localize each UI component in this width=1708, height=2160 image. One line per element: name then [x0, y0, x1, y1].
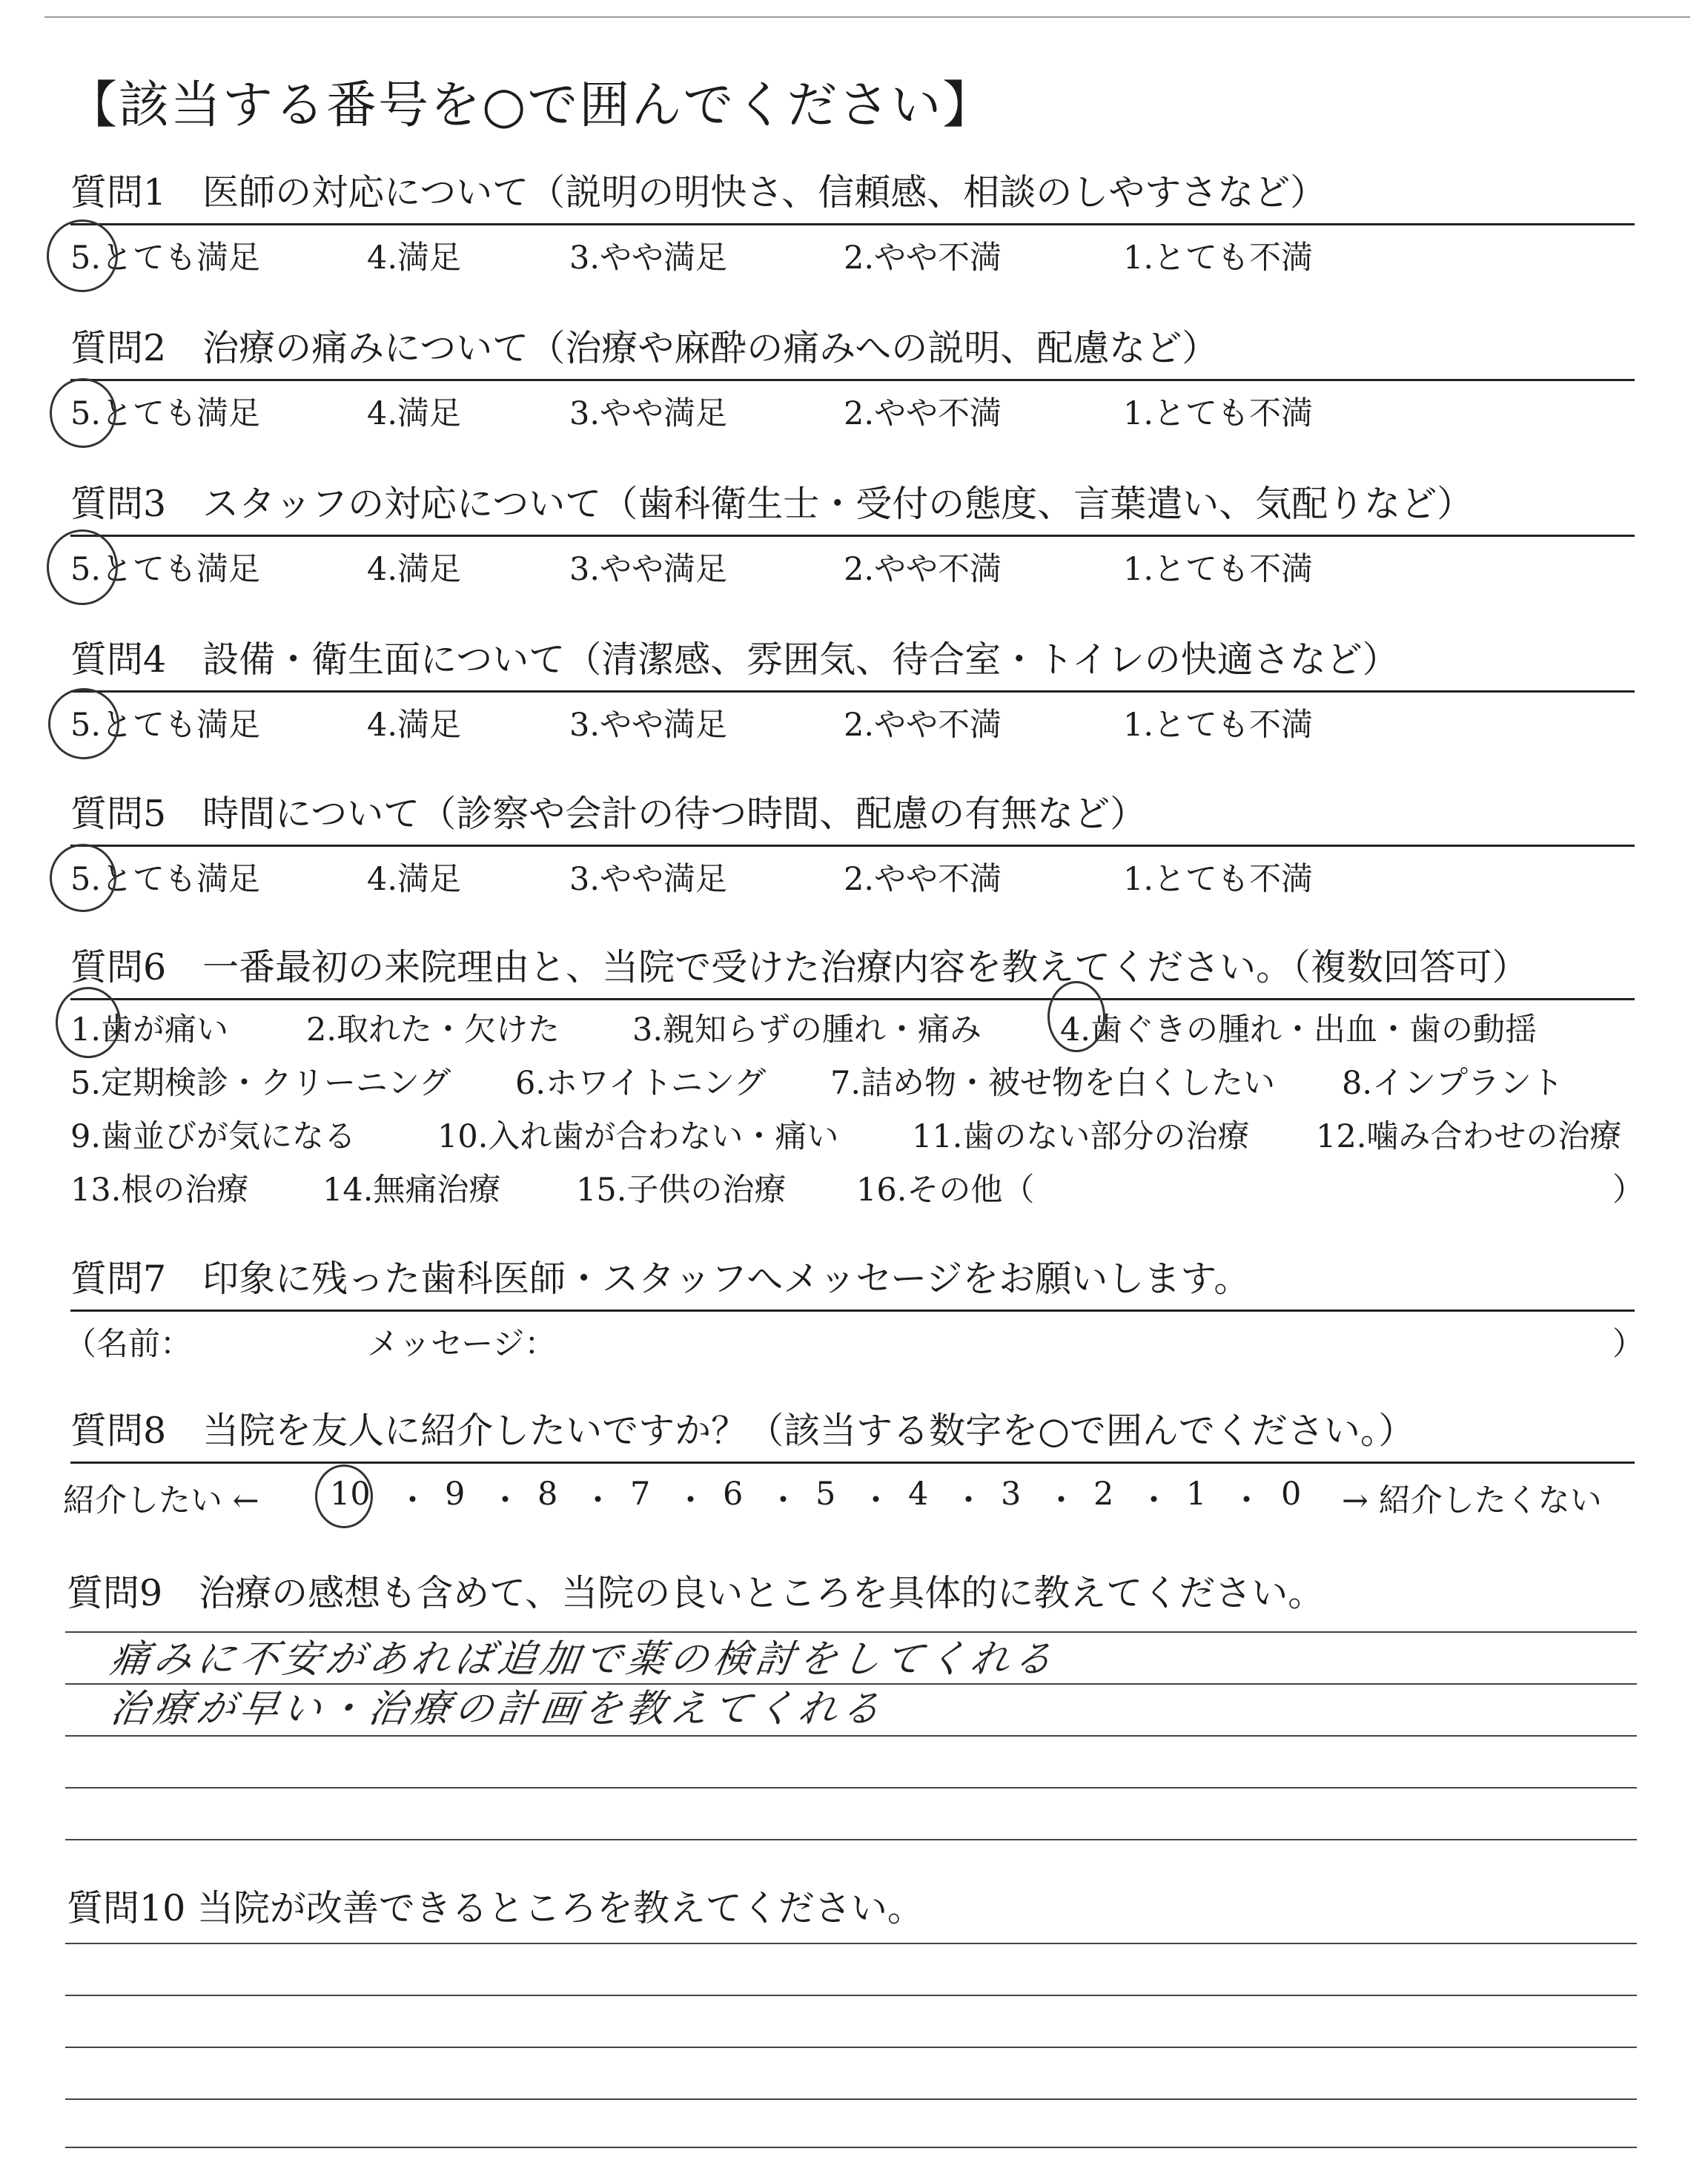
q10-answer-line[interactable]: [65, 1943, 1637, 1944]
q6-option-8[interactable]: 8.インプラント: [1342, 1065, 1564, 1102]
question-6: [70, 942, 1644, 1214]
q3-option-2[interactable]: 2.やや不満: [844, 551, 1002, 588]
q8-dot: ・: [767, 1482, 799, 1519]
q8-scale-5[interactable]: 5: [815, 1476, 836, 1513]
question-8: [70, 1405, 1635, 1464]
q2-selection-circle: [50, 378, 116, 448]
q7-name-label: （名前：: [64, 1326, 192, 1363]
q9-answer-line: [65, 1735, 1637, 1737]
q2-option-2[interactable]: 2.やや不満: [844, 395, 1002, 432]
q6-option-6[interactable]: 6.ホワイトニング: [515, 1065, 767, 1102]
question-3-title: 質問3 スタッフの対応について（歯科衛生士・受付の態度、言葉遣い、気配りなど）: [70, 478, 1635, 537]
q1-option-1[interactable]: 1.とても不満: [1123, 240, 1314, 277]
q9-answer-line: [65, 1839, 1637, 1840]
q8-scale-0[interactable]: 0: [1281, 1476, 1302, 1513]
question-3-options: [70, 537, 1635, 590]
q7-close-paren: ）: [1612, 1326, 1644, 1363]
question-1: [70, 167, 1635, 279]
q4-option-2[interactable]: 2.やや不満: [844, 707, 1002, 744]
q8-scale-1[interactable]: 1: [1186, 1476, 1207, 1513]
q5-option-4[interactable]: 4.満足: [367, 861, 462, 898]
q3-option-5[interactable]: 5.とても満足: [70, 551, 261, 588]
question-10-title: 質問10 当院が改善できるところを教えてください。: [67, 1887, 924, 1929]
q8-scale-6[interactable]: 6: [723, 1476, 744, 1513]
q6-option-3[interactable]: 3.親知らずの腫れ・痛み: [632, 1011, 982, 1048]
q8-left-label: 紹介したい ←: [63, 1482, 259, 1519]
q3-selection-circle: [47, 529, 118, 605]
q6-option-15[interactable]: 15.子供の治療: [576, 1172, 787, 1209]
q8-selection-circle: [315, 1464, 373, 1528]
q4-selection-circle: [48, 688, 119, 759]
q8-dot: ・: [489, 1482, 521, 1519]
q6-option-2[interactable]: 2.取れた・欠けた: [306, 1011, 560, 1048]
q6-option-7[interactable]: 7.詰め物・被せ物を白くしたい: [830, 1065, 1276, 1102]
question-1-options: [70, 225, 1635, 279]
q4-option-5[interactable]: 5.とても満足: [70, 707, 261, 744]
q6-option-10[interactable]: 10.入れ歯が合わない・痛い: [437, 1118, 839, 1155]
q8-scale-8[interactable]: 8: [537, 1476, 558, 1513]
q6-selection-circle-4: [1047, 981, 1105, 1052]
q5-option-5[interactable]: 5.とても満足: [70, 861, 261, 898]
q1-selection-circle: [47, 219, 118, 292]
q7-message-label[interactable]: メッセージ：: [367, 1326, 557, 1363]
question-4-title: 質問4 設備・衛生面について（清潔感、雰囲気、待合室・トイレの快適さなど）: [70, 634, 1635, 693]
question-2-title: 質問2 治療の痛みについて（治療や麻酔の痛みへの説明、配慮など）: [70, 323, 1635, 381]
q6-option-4[interactable]: 4.歯ぐきの腫れ・出血・歯の動揺: [1060, 1011, 1537, 1048]
q8-right-label: → 紹介したくない: [1342, 1482, 1602, 1519]
question-6-title: 質問6 一番最初の来院理由と、当院で受けた治療内容を教えてください。（複数回答可）: [70, 942, 1635, 1000]
q6-option-12[interactable]: 12.噛み合わせの治療: [1316, 1118, 1622, 1155]
q6-option-9[interactable]: 9.歯並びが気になる: [70, 1118, 357, 1155]
q8-dot: ・: [1231, 1482, 1262, 1519]
q8-scale-2[interactable]: 2: [1093, 1476, 1114, 1513]
q6-option-1[interactable]: 1.歯が痛い: [70, 1011, 229, 1048]
question-5: [70, 788, 1635, 900]
q6-row-3: [70, 1107, 1635, 1160]
q9-answer-line: [65, 1787, 1637, 1789]
q8-scale-10[interactable]: 10: [330, 1476, 371, 1513]
q10-answer-line[interactable]: [65, 1995, 1637, 1996]
question-7-fields: [64, 1312, 1644, 1365]
question-9-title: 質問9 治療の感想も含めて、当院の良いところを具体的に教えてください。: [67, 1572, 1325, 1614]
q10-answer-line[interactable]: [65, 2147, 1637, 2148]
question-1-title: 質問1 医師の対応について（説明の明快さ、信頼感、相談のしやすさなど）: [70, 167, 1635, 225]
q6-option-5[interactable]: 5.定期検診・クリーニング: [70, 1065, 451, 1102]
question-3: [70, 478, 1635, 590]
q8-scale-4[interactable]: 4: [908, 1476, 929, 1513]
q4-option-1[interactable]: 1.とても不満: [1123, 707, 1314, 744]
q3-option-3[interactable]: 3.やや満足: [569, 551, 728, 588]
q8-dot: ・: [860, 1482, 892, 1519]
q8-dot: ・: [953, 1482, 984, 1519]
question-4-options: [70, 693, 1635, 746]
q1-option-4[interactable]: 4.満足: [367, 240, 462, 277]
question-5-title: 質問5 時間について（診察や会計の待つ時間、配慮の有無など）: [70, 788, 1635, 847]
q5-option-1[interactable]: 1.とても不満: [1123, 861, 1314, 898]
q9-handwritten-answer-1[interactable]: 痛みに不安があれば追加で薬の検討をしてくれる: [107, 1637, 1060, 1682]
q10-answer-line[interactable]: [65, 2098, 1637, 2100]
q6-selection-circle-1: [56, 987, 121, 1058]
q6-other-close: ）: [1612, 1172, 1644, 1209]
question-2-options: [70, 381, 1635, 435]
q8-scale-3[interactable]: 3: [1001, 1476, 1022, 1513]
q4-option-4[interactable]: 4.満足: [367, 707, 462, 744]
q8-dot: ・: [582, 1482, 614, 1519]
q10-answer-line[interactable]: [65, 2047, 1637, 2048]
question-8-title: 質問8 当院を友人に紹介したいですか？（該当する数字を○で囲んでください。）: [70, 1405, 1635, 1464]
q3-option-1[interactable]: 1.とても不満: [1123, 551, 1314, 588]
q8-dot: ・: [397, 1482, 428, 1519]
q1-option-3[interactable]: 3.やや満足: [569, 240, 728, 277]
q3-option-4[interactable]: 4.満足: [367, 551, 462, 588]
q8-dot: ・: [1045, 1482, 1077, 1519]
q6-row-4: [70, 1160, 1644, 1214]
q6-option-13[interactable]: 13.根の治療: [70, 1172, 249, 1209]
q2-option-5[interactable]: 5.とても満足: [70, 395, 261, 432]
q2-option-1[interactable]: 1.とても不満: [1123, 395, 1314, 432]
q8-dot: ・: [675, 1482, 706, 1519]
question-2: [70, 323, 1635, 435]
question-5-options: [70, 847, 1635, 900]
question-4: [70, 634, 1635, 746]
q6-row-1: [70, 1000, 1635, 1054]
q5-option-3[interactable]: 3.やや満足: [569, 861, 728, 898]
q2-option-4[interactable]: 4.満足: [367, 395, 462, 432]
q4-option-3[interactable]: 3.やや満足: [569, 707, 728, 744]
q8-scale-7[interactable]: 7: [630, 1476, 651, 1513]
q6-option-16[interactable]: 16.その他（: [856, 1172, 1035, 1209]
top-border: [44, 16, 1690, 18]
question-7: [64, 1253, 1644, 1365]
q6-option-14[interactable]: 14.無痛治療: [322, 1172, 501, 1209]
q9-handwritten-answer-2[interactable]: 治療が早い・治療の計画を教えてくれる: [107, 1687, 888, 1731]
q2-option-3[interactable]: 3.やや満足: [569, 395, 728, 432]
q6-row-2: [70, 1054, 1635, 1107]
instruction-header: 【該当する番号を○で囲んでください】: [67, 76, 995, 135]
q6-option-11[interactable]: 11.歯のない部分の治療: [912, 1118, 1250, 1155]
q1-option-2[interactable]: 2.やや不満: [844, 240, 1002, 277]
q5-selection-circle: [50, 844, 116, 912]
q8-scale-9[interactable]: 9: [445, 1476, 466, 1513]
q8-dot: ・: [1138, 1482, 1170, 1519]
q5-option-2[interactable]: 2.やや不満: [844, 861, 1002, 898]
q1-option-5[interactable]: 5.とても満足: [70, 240, 261, 277]
question-7-title: 質問7 印象に残った歯科医師・スタッフへメッセージをお願いします。: [70, 1253, 1635, 1312]
